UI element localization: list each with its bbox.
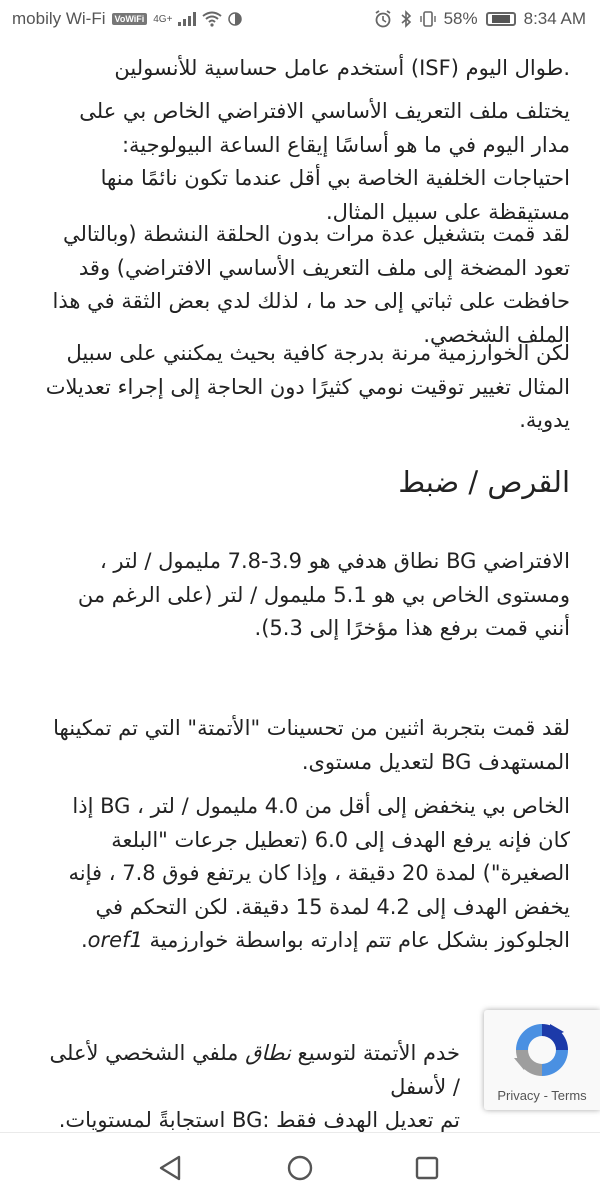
paragraph-automation-range bbox=[40, 1037, 460, 1132]
paragraph-basal-profile: يختلف ملف التعريف الأساسي الافتراضي الخاص بي على مدار اليوم في ما هو أساسًا إيقاع الساعة البيولوجية: احتياجات الخلفية الخاصة بي أقل عندما تكون نائمًا منها مستيقظة على سبيل المثال. bbox=[79, 99, 570, 224]
recaptcha-icon bbox=[510, 1018, 574, 1082]
paragraph-loop-off: لقد قمت بتشغيل عدة مرات بدون الحلقة النشطة (وبالتالي تعود المضخة إلى ملف التعريف الأساسي الافتراضي) وقد حافظت على ثباتي إلى حد ما ، لذلك لدي بعض الثقة في هذا الملف الشخصي. bbox=[52, 222, 570, 347]
home-button[interactable] bbox=[285, 1153, 315, 1183]
status-bar bbox=[0, 0, 600, 40]
automation-range-end: ملفي الشخصي لأعلى / لأسفل bbox=[49, 1041, 460, 1099]
vibrate-icon bbox=[420, 10, 436, 28]
bg-rules-tail: . bbox=[80, 928, 88, 952]
battery-icon bbox=[486, 12, 516, 26]
wifi-icon bbox=[202, 11, 222, 27]
back-button[interactable] bbox=[155, 1153, 185, 1183]
terms-link[interactable]: Terms bbox=[551, 1088, 587, 1103]
vowifi-badge: VoWiFi bbox=[112, 13, 148, 25]
privacy-link[interactable]: Privacy bbox=[497, 1088, 540, 1103]
paragraph-bg-rules bbox=[40, 790, 570, 958]
automation-range-line2: تم تعديل الهدف فقط :BG استجابةً لمستويات. bbox=[58, 1108, 460, 1132]
status-right bbox=[374, 9, 586, 29]
recaptcha-separator: - bbox=[543, 1088, 548, 1103]
clock: 8:34 AM bbox=[523, 9, 586, 28]
paragraph-automation: لقد قمت بتجربة اثنين من تحسينات "الأتمتة" التي تم تمكينها المستهدف BG لتعديل مستوى. bbox=[53, 716, 570, 774]
recents-icon bbox=[414, 1155, 440, 1181]
range-term: نطاق bbox=[245, 1041, 291, 1065]
bg-rules-end: بواسطة خوارزمية bbox=[149, 928, 304, 952]
paragraph-target-range: الافتراضي BG نطاق هدفي هو 3.9-7.8 مليمول / لتر ، ومستوى الخاص بي هو 5.1 مليمول / لتر (على الرغم من أنني قمت برفع هذا مؤخرًا إلى 5.3). bbox=[77, 549, 570, 640]
automation-range-start: خدم الأتمتة لتوسيع bbox=[297, 1041, 460, 1065]
article-content bbox=[0, 40, 600, 1132]
signal-icon bbox=[178, 12, 196, 26]
back-icon bbox=[157, 1154, 183, 1182]
recaptcha-badge[interactable] bbox=[484, 1010, 600, 1110]
data-saver-icon bbox=[228, 12, 242, 26]
home-icon bbox=[286, 1154, 314, 1182]
carrier-label: mobily Wi-Fi bbox=[12, 9, 106, 28]
status-left bbox=[12, 9, 242, 29]
bluetooth-icon bbox=[400, 10, 412, 28]
alarm-icon bbox=[374, 10, 392, 28]
paragraph-algorithm: لكن الخوارزمية مرنة بدرجة كافية بحيث يمكنني على سبيل المثال تغيير توقيت نومي كثيرًا دون الحاجة إلى إجراء تعديلات يدوية. bbox=[45, 341, 570, 432]
recents-button[interactable] bbox=[412, 1153, 442, 1183]
system-nav-bar bbox=[0, 1132, 600, 1201]
battery-percent: 58% bbox=[443, 9, 478, 28]
paragraph-isf: .طوال اليوم (ISF) أستخدم عامل حساسية للأنسولين bbox=[114, 56, 570, 80]
bg-rules-text: الخاص بي ينخفض إلى أقل من 4.0 مليمول / لتر ، BG إذا كان فإنه يرفع الهدف إلى 6.0 (تعطيل جرعات "البلعة الصغيرة") لمدة 20 دقيقة ، وإذا كان يرتفع فوق 7.8 ، فإنه يخفض الهدف إلى 4.2 لمدة 15 دقيقة. لكن التحكم في الجلوكوز بشكل عام تتم إدارته bbox=[68, 794, 570, 952]
network-type: 4G+ bbox=[153, 13, 173, 25]
section-heading: القرص / ضبط bbox=[398, 465, 570, 499]
recaptcha-links bbox=[484, 1088, 600, 1103]
oref1-term: oref1 bbox=[87, 928, 143, 952]
